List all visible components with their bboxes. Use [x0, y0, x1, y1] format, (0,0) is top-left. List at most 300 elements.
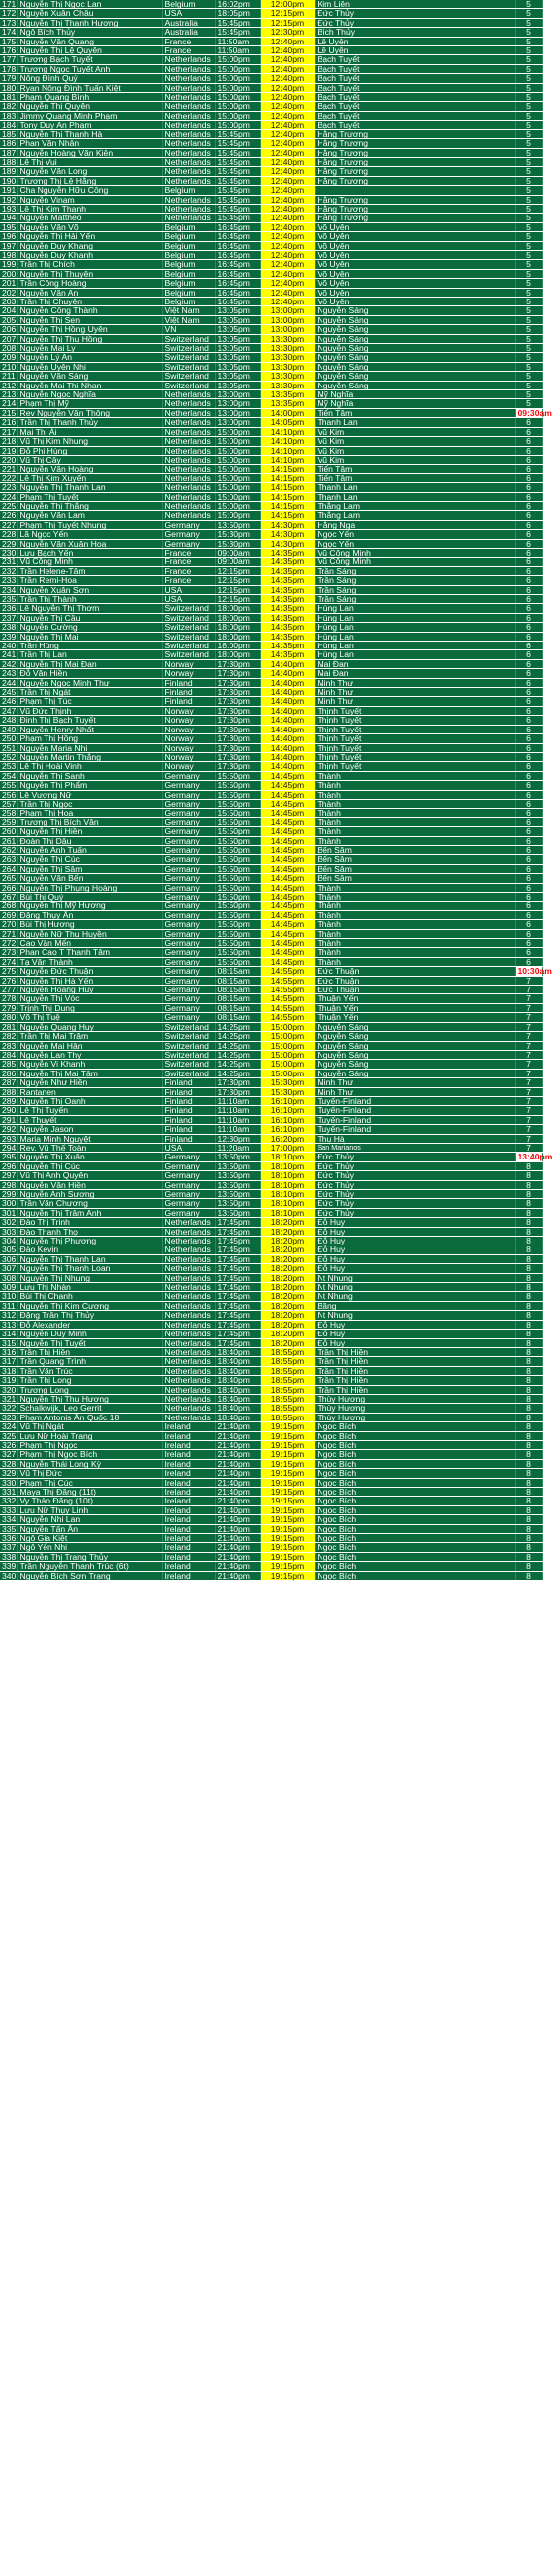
group-cell: 6: [515, 418, 542, 427]
row-number-cell: 250: [2, 733, 17, 744]
row-number-cell: 270: [2, 919, 17, 930]
table-row: [0, 650, 542, 659]
leader-cell: Nt Nhung: [315, 1311, 515, 1320]
leader-cell: Võ Uyên: [315, 269, 515, 278]
name-cell: Lê Nguyễn Thị Thơm: [17, 604, 162, 613]
country-cell: Netherlands: [162, 176, 215, 185]
time-cell: 14:25pm: [215, 1032, 260, 1041]
time-cell: 15:00pm: [215, 93, 260, 102]
leader-cell: Thịnh Tuyết: [315, 752, 515, 761]
name-cell: Nguyễn Vinam: [17, 195, 162, 204]
departure-time-cell: 18:20pm: [260, 1292, 315, 1301]
departure-time-cell: 12:40pm: [260, 46, 315, 55]
group-cell: 5: [515, 55, 542, 64]
row-number-cell: 199: [2, 259, 17, 270]
departure-time-cell: 19:15pm: [260, 1562, 315, 1571]
group-cell: 6: [515, 734, 542, 743]
time-cell: 15:50pm: [215, 836, 260, 845]
table-row: [0, 669, 542, 678]
time-cell: 17:45pm: [215, 1292, 260, 1301]
departure-time-cell: 14:45pm: [260, 893, 315, 902]
group-cell: 8: [515, 1534, 542, 1543]
name-cell: Nguyễn Ngọc Minh Thư: [17, 678, 162, 687]
country-cell: Belgium: [162, 260, 215, 269]
departure-time-cell: 15:00pm: [260, 1041, 315, 1050]
group-cell: 8: [515, 1366, 542, 1375]
country-cell: Netherlands: [162, 1292, 215, 1301]
country-cell: Switzerland: [162, 362, 215, 371]
leader-cell: Thành: [315, 893, 515, 902]
group-cell: 6: [515, 642, 542, 650]
time-cell: 13:50pm: [215, 1199, 260, 1208]
name-cell: Vũ Thị Kim Nhung: [17, 437, 162, 446]
country-cell: Netherlands: [162, 195, 215, 204]
name-cell: Trần Remi-Hoa: [17, 576, 162, 585]
departure-time-cell: 18:55pm: [260, 1385, 315, 1394]
leader-cell: Nguyễn Sáng: [315, 381, 515, 389]
row-number-cell: 315: [2, 1337, 17, 1348]
departure-time-cell: 14:45pm: [260, 781, 315, 790]
row-number-cell: 194: [2, 213, 17, 223]
leader-cell: Thuận Yến: [315, 1003, 515, 1012]
time-cell: 13:50pm: [215, 1161, 260, 1170]
time-cell: 18:05pm: [215, 9, 260, 18]
name-cell: Nguyễn Henry Nhất: [17, 725, 162, 733]
group-cell: 6: [515, 855, 542, 864]
name-cell: Đoàn Thị Dậu: [17, 836, 162, 845]
group-cell: 6: [515, 455, 542, 464]
leader-cell: Nguyễn Sáng: [315, 334, 515, 343]
group-cell: 8: [515, 1422, 542, 1431]
name-cell: Trương Ngọc Tuyết Anh: [17, 64, 162, 73]
leader-cell: Thắng Lam: [315, 511, 515, 520]
group-cell: 5: [515, 121, 542, 129]
leader-cell: Bến Sâm: [315, 845, 515, 854]
departure-time-cell: 14:45pm: [260, 809, 315, 817]
departure-time-cell: 14:45pm: [260, 957, 315, 966]
group-cell: 6: [515, 520, 542, 529]
time-cell: 17:45pm: [215, 1338, 260, 1347]
group-cell: 13:40pm: [515, 1153, 542, 1161]
group-cell: 6: [515, 530, 542, 539]
row-number-cell: 220: [2, 454, 17, 465]
row-number-cell: 226: [2, 510, 17, 521]
country-cell: Germany: [162, 893, 215, 902]
departure-time-cell: 14:05pm: [260, 418, 315, 427]
departure-time-cell: 14:10pm: [260, 455, 315, 464]
time-cell: 18:40pm: [215, 1376, 260, 1385]
leader-cell: Ngọc Bích: [315, 1497, 515, 1505]
row-number-cell: 292: [2, 1124, 17, 1135]
row-number-cell: 280: [2, 1012, 17, 1023]
group-cell: 8: [515, 1524, 542, 1533]
group-cell: 5: [515, 93, 542, 102]
group-cell: 8: [515, 1404, 542, 1413]
group-cell: 5: [515, 306, 542, 315]
name-cell: Jimmy Quang Minh Phạm: [17, 111, 162, 120]
leader-cell: Thành: [315, 836, 515, 845]
group-cell: 5: [515, 195, 542, 204]
row-number-cell: 309: [2, 1282, 17, 1293]
table-row: [0, 1357, 542, 1366]
leader-cell: Mỹ Nghĩa: [315, 399, 515, 408]
time-cell: 16:45pm: [215, 269, 260, 278]
country-cell: Netherlands: [162, 214, 215, 222]
row-number-cell: 228: [2, 529, 17, 540]
name-cell: Nguyễn Lý An: [17, 353, 162, 362]
departure-time-cell: 14:45pm: [260, 817, 315, 826]
country-cell: Germany: [162, 994, 215, 1003]
group-cell: 6: [515, 501, 542, 510]
group-cell: 7: [515, 1069, 542, 1077]
row-number-cell: 203: [2, 297, 17, 306]
departure-time-cell: 13:35pm: [260, 399, 315, 408]
table-row: [0, 874, 542, 883]
group-cell: 5: [515, 102, 542, 111]
leader-cell: Mỹ Nghĩa: [315, 390, 515, 399]
row-number-cell: 326: [2, 1439, 17, 1450]
time-cell: 15:00pm: [215, 446, 260, 455]
leader-cell: Nguyễn Sáng: [315, 1022, 515, 1031]
name-cell: Nguyễn Anh Sương: [17, 1190, 162, 1199]
group-cell: 6: [515, 948, 542, 957]
departure-time-cell: 18:55pm: [260, 1404, 315, 1413]
time-cell: 15:45pm: [215, 157, 260, 166]
leader-cell: Minh Thư: [315, 688, 515, 697]
name-cell: Nguyễn Văn Võ: [17, 222, 162, 231]
leader-cell: Ngọc Bích: [315, 1515, 515, 1524]
country-cell: Finland: [162, 688, 215, 697]
country-cell: Netherlands: [162, 446, 215, 455]
leader-cell: Đỗ Huy: [315, 1237, 515, 1245]
country-cell: Germany: [162, 1208, 215, 1217]
leader-cell: Hằng Trương: [315, 129, 515, 138]
departure-time-cell: 14:40pm: [260, 734, 315, 743]
leader-cell: Mai Đan: [315, 669, 515, 678]
country-cell: Germany: [162, 1180, 215, 1189]
row-number-cell: 239: [2, 631, 17, 642]
country-cell: Switzerland: [162, 1041, 215, 1050]
table-row: [0, 604, 542, 613]
name-cell: Trần Thị Lan: [17, 650, 162, 659]
country-cell: Germany: [162, 883, 215, 892]
country-cell: Germany: [162, 809, 215, 817]
leader-cell: Thùy Hương: [315, 1394, 515, 1403]
departure-time-cell: 19:15pm: [260, 1505, 315, 1514]
time-cell: 13:00pm: [215, 390, 260, 399]
group-cell: 5: [515, 372, 542, 381]
name-cell: Rev. Vũ Thế Toàn: [17, 1143, 162, 1152]
name-cell: Cao Văn Mến: [17, 939, 162, 948]
time-cell: 12:15pm: [215, 576, 260, 585]
time-cell: 21:40pm: [215, 1450, 260, 1459]
time-cell: 15:45pm: [215, 129, 260, 138]
country-cell: USA: [162, 1143, 215, 1152]
country-cell: Netherlands: [162, 492, 215, 501]
time-cell: 08:15am: [215, 967, 260, 976]
departure-time-cell: 14:55pm: [260, 967, 315, 976]
leader-cell: Thùy Hương: [315, 1404, 515, 1413]
country-cell: Germany: [162, 902, 215, 910]
time-cell: 15:45pm: [215, 195, 260, 204]
table-row: [0, 9, 542, 18]
country-cell: Germany: [162, 781, 215, 790]
group-cell: 7: [515, 994, 542, 1003]
time-cell: 15:00pm: [215, 427, 260, 436]
time-cell: 13:50pm: [215, 1190, 260, 1199]
time-cell: 08:15am: [215, 976, 260, 985]
departure-time-cell: 14:15pm: [260, 483, 315, 492]
name-cell: Nguyễn Thị Mỹ Hương: [17, 902, 162, 910]
time-cell: 15:50pm: [215, 817, 260, 826]
row-number-cell: 303: [2, 1226, 17, 1237]
name-cell: Nguyễn Thị Trang Thủy: [17, 1552, 162, 1561]
country-cell: Netherlands: [162, 1264, 215, 1273]
leader-cell: Đức Thủy: [315, 18, 515, 27]
country-cell: Belgium: [162, 250, 215, 259]
leader-cell: Hùng Lan: [315, 604, 515, 613]
departure-time-cell: 14:45pm: [260, 874, 315, 883]
leader-cell: Vũ Kim: [315, 437, 515, 446]
time-cell: 13:50pm: [215, 1171, 260, 1180]
row-number-cell: 188: [2, 156, 17, 167]
time-cell: 15:30pm: [215, 530, 260, 539]
time-cell: 13:05pm: [215, 344, 260, 353]
name-cell: Nguyễn Duy Khang: [17, 241, 162, 250]
group-cell: 5: [515, 28, 542, 37]
group-cell: 6: [515, 716, 542, 725]
departure-time-cell: 12:15pm: [260, 18, 315, 27]
table-row: [0, 948, 542, 957]
group-cell: 6: [515, 576, 542, 585]
row-number-cell: 195: [2, 221, 17, 232]
leader-cell: Thành: [315, 790, 515, 799]
departure-time-cell: 19:15pm: [260, 1469, 315, 1478]
group-cell: 5: [515, 129, 542, 138]
leader-cell: Hùng Lan: [315, 642, 515, 650]
row-number-cell: 283: [2, 1040, 17, 1051]
leader-cell: Võ Uyên: [315, 250, 515, 259]
departure-time-cell: 12:40pm: [260, 55, 315, 64]
country-cell: Switzerland: [162, 372, 215, 381]
country-cell: Germany: [162, 1190, 215, 1199]
departure-time-cell: 18:55pm: [260, 1366, 315, 1375]
leader-cell: Trần Thị Hiền: [315, 1357, 515, 1366]
country-cell: Netherlands: [162, 1330, 215, 1338]
leader-cell: Thành: [315, 809, 515, 817]
group-cell: 8: [515, 1338, 542, 1347]
country-cell: Finland: [162, 1125, 215, 1134]
row-number-cell: 249: [2, 724, 17, 734]
departure-time-cell: 14:45pm: [260, 799, 315, 808]
departure-time-cell: 14:35pm: [260, 576, 315, 585]
group-cell: 6: [515, 706, 542, 715]
name-cell: Nguyễn Ngọc Nghĩa: [17, 390, 162, 399]
departure-time-cell: 13:30pm: [260, 344, 315, 353]
time-cell: 21:40pm: [215, 1534, 260, 1543]
leader-cell: Đỗ Huy: [315, 1254, 515, 1263]
name-cell: Nguyễn Thị Thanh Lan: [17, 483, 162, 492]
time-cell: 15:50pm: [215, 799, 260, 808]
departure-time-cell: 16:10pm: [260, 1106, 315, 1115]
departure-time-cell: 14:45pm: [260, 864, 315, 873]
country-cell: Finland: [162, 1078, 215, 1087]
row-number-cell: 334: [2, 1514, 17, 1525]
row-number-cell: 320: [2, 1384, 17, 1395]
time-cell: 09:00am: [215, 548, 260, 557]
name-cell: Lê Thuyết: [17, 1115, 162, 1124]
leader-cell: Tiến Tâm: [315, 473, 515, 482]
departure-time-cell: 19:15pm: [260, 1515, 315, 1524]
group-cell: 8: [515, 1459, 542, 1468]
group-cell: 8: [515, 1357, 542, 1366]
group-cell: 8: [515, 1190, 542, 1199]
row-number-cell: 297: [2, 1170, 17, 1181]
group-cell: 6: [515, 669, 542, 678]
leader-cell: Ngọc Yến: [315, 530, 515, 539]
name-cell: Rev Nguyễn Văn Thông: [17, 408, 162, 417]
country-cell: Netherlands: [162, 1311, 215, 1320]
departure-time-cell: 14:30pm: [260, 539, 315, 548]
country-cell: Norway: [162, 725, 215, 733]
group-cell: 6: [515, 511, 542, 520]
name-cell: Ngô Gia Kiệt: [17, 1534, 162, 1543]
leader-cell: Nguyễn Sáng: [315, 362, 515, 371]
time-cell: 15:00pm: [215, 483, 260, 492]
leader-cell: Bạch Tuyết: [315, 111, 515, 120]
group-cell: 8: [515, 1552, 542, 1561]
name-cell: Nguyễn Thị Phẩm: [17, 781, 162, 790]
country-cell: Việt Nam: [162, 315, 215, 324]
table-row: [0, 558, 542, 566]
row-number-cell: 275: [2, 966, 17, 977]
departure-time-cell: 14:40pm: [260, 762, 315, 771]
name-cell: Trần Hùng: [17, 642, 162, 650]
time-cell: 13:05pm: [215, 306, 260, 315]
name-cell: Lê Thị Tuyến: [17, 1106, 162, 1115]
country-cell: Germany: [162, 910, 215, 919]
country-cell: Switzerland: [162, 650, 215, 659]
country-cell: Netherlands: [162, 399, 215, 408]
departure-time-cell: 14:45pm: [260, 771, 315, 780]
group-cell: 5: [515, 222, 542, 231]
leader-cell: Ngọc Bích: [315, 1450, 515, 1459]
departure-time-cell: 14:40pm: [260, 706, 315, 715]
row-number-cell: 286: [2, 1068, 17, 1078]
time-cell: 13:05pm: [215, 334, 260, 343]
group-cell: 6: [515, 827, 542, 836]
time-cell: 15:00pm: [215, 465, 260, 473]
time-cell: 17:45pm: [215, 1273, 260, 1282]
country-cell: Germany: [162, 1171, 215, 1180]
country-cell: Ireland: [162, 1497, 215, 1505]
departure-time-cell: 12:40pm: [260, 64, 315, 73]
name-cell: Nguyễn Lan Thy: [17, 1050, 162, 1059]
name-cell: Maria Minh Nguyệt: [17, 1134, 162, 1143]
group-cell: 8: [515, 1254, 542, 1263]
row-number-cell: 305: [2, 1245, 17, 1255]
row-number-cell: 306: [2, 1253, 17, 1264]
table-row: [0, 437, 542, 446]
country-cell: Netherlands: [162, 511, 215, 520]
country-cell: Netherlands: [162, 1245, 215, 1254]
row-number-cell: 278: [2, 993, 17, 1004]
row-number-cell: 268: [2, 901, 17, 911]
group-cell: 6: [515, 762, 542, 771]
row-number-cell: 242: [2, 658, 17, 669]
departure-time-cell: 18:20pm: [260, 1283, 315, 1292]
country-cell: Ireland: [162, 1422, 215, 1431]
leader-cell: Trần Thị Hiền: [315, 1347, 515, 1356]
group-cell: 6: [515, 585, 542, 594]
group-cell: 5: [515, 176, 542, 185]
departure-time-cell: 12:40pm: [260, 186, 315, 195]
group-cell: 6: [515, 817, 542, 826]
departure-time-cell: 14:40pm: [260, 716, 315, 725]
group-cell: 5: [515, 157, 542, 166]
leader-cell: Ngọc Bích: [315, 1431, 515, 1440]
time-cell: 17:30pm: [215, 1087, 260, 1096]
group-cell: 8: [515, 1413, 542, 1421]
name-cell: Nguyễn Anh Tuấn: [17, 845, 162, 854]
departure-time-cell: 12:40pm: [260, 204, 315, 213]
row-number-cell: 277: [2, 985, 17, 995]
row-number-cell: 252: [2, 751, 17, 762]
country-cell: Ireland: [162, 1431, 215, 1440]
table-row: [0, 260, 542, 269]
leader-cell: Tiến Tâm: [315, 408, 515, 417]
country-cell: Netherlands: [162, 483, 215, 492]
departure-time-cell: 18:55pm: [260, 1376, 315, 1385]
table-row: [0, 1469, 542, 1478]
time-cell: 17:45pm: [215, 1311, 260, 1320]
country-cell: Switzerland: [162, 353, 215, 362]
time-cell: 21:40pm: [215, 1440, 260, 1449]
name-cell: Đào Kevin: [17, 1245, 162, 1254]
group-cell: 5: [515, 83, 542, 92]
leader-cell: Bích Thủy: [315, 28, 515, 37]
time-cell: 17:30pm: [215, 1078, 260, 1087]
time-cell: 15:50pm: [215, 910, 260, 919]
leader-cell: Võ Uyên: [315, 222, 515, 231]
group-cell: 5: [515, 232, 542, 241]
leader-cell: Hằng Trương: [315, 195, 515, 204]
row-number-cell: 204: [2, 305, 17, 316]
group-cell: 5: [515, 288, 542, 297]
name-cell: Nguyễn Tấn Ân: [17, 1524, 162, 1533]
row-number-cell: 248: [2, 715, 17, 726]
leader-cell: Hằng Trương: [315, 139, 515, 148]
leader-cell: Tuyến-Finland: [315, 1096, 515, 1105]
group-cell: 6: [515, 688, 542, 697]
leader-cell: Hằng Trương: [315, 204, 515, 213]
name-cell: Trần Helene-Tâm: [17, 566, 162, 575]
departure-time-cell: 13:00pm: [260, 306, 315, 315]
group-cell: 8: [515, 1283, 542, 1292]
departure-time-cell: 18:20pm: [260, 1301, 315, 1310]
table-row: [0, 1218, 542, 1227]
departure-time-cell: 13:30pm: [260, 334, 315, 343]
departure-time-cell: 13:00pm: [260, 315, 315, 324]
row-number-cell: 321: [2, 1393, 17, 1404]
leader-cell: Ngọc Bích: [315, 1543, 515, 1552]
leader-cell: Hằng Trương: [315, 214, 515, 222]
departure-time-cell: 19:15pm: [260, 1459, 315, 1468]
country-cell: Germany: [162, 530, 215, 539]
leader-cell: Thành: [315, 817, 515, 826]
country-cell: Netherlands: [162, 102, 215, 111]
leader-cell: Đỗ Huy: [315, 1264, 515, 1273]
